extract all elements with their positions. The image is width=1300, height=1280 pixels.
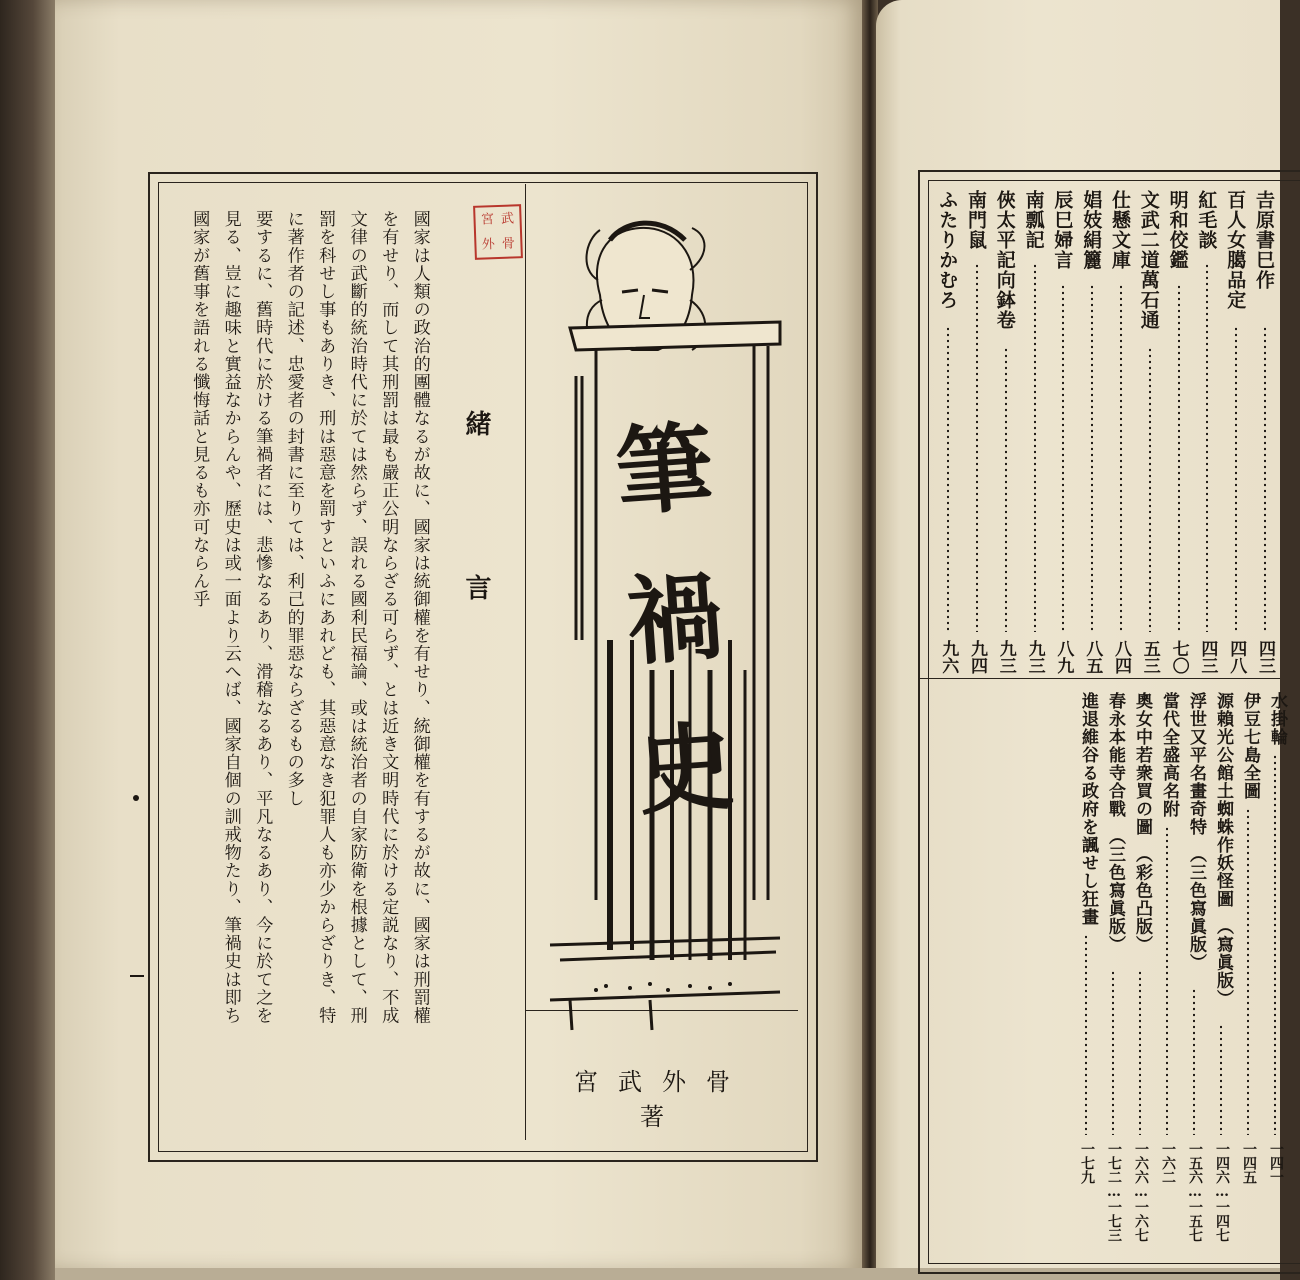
- plate-leader-dots: [1193, 988, 1195, 1135]
- plate-item: 伊豆七島全圖: [1240, 692, 1260, 800]
- toc-leader-dots: [1034, 263, 1036, 632]
- author-credit: 宮武外骨著: [574, 1068, 750, 1131]
- toc-item: 仕懸文庫: [1109, 190, 1131, 270]
- preface-heading: 緒 言: [461, 410, 491, 656]
- preface-column: 罰を科せし事もありき、刑は惡意を罰すといふにあれども、其惡意なき犯罪人も亦少からざりき、特: [315, 210, 336, 1025]
- toc-leader-dots: [1206, 263, 1208, 632]
- plate-item: 浮世又平名畫奇特 （三色寫眞版）: [1186, 692, 1206, 972]
- toc-leader-dots: [1178, 284, 1180, 632]
- frame-divider: [525, 184, 526, 1140]
- seal-char: 外: [481, 236, 496, 253]
- toc-page-number: 八九: [1053, 640, 1074, 674]
- seal-char: 骨: [501, 235, 516, 252]
- plate-item: 奧女中若衆買の圖 （彩色凸版）: [1132, 692, 1152, 954]
- plate-page-number: 一六二: [1160, 1142, 1176, 1184]
- plate-page-number: 一七九: [1079, 1142, 1095, 1184]
- plate-page-number: 一四一: [1268, 1142, 1284, 1184]
- book-edge: [0, 0, 55, 1280]
- preface-column: 見る、豈に趣味と實益なからんや、歷史は或一面より云へば、國家自個の訓戒物たり、筆禍史は即ち: [220, 210, 241, 1025]
- author-seal: [473, 204, 523, 260]
- toc-page-number: 四八: [1226, 640, 1247, 674]
- toc-item: ふたりかむろ: [936, 190, 959, 310]
- preface-column: 國家は人類の政治的團體なるが故に、國家は統御權を有せり、統御權を有するが故に、國家は刑罰權: [409, 210, 430, 1025]
- toc-item: 百人女臈品定: [1224, 190, 1247, 310]
- preface-column: 要するに、舊時代に於ける筆禍者には、悲慘なるあり、滑稽なるあり、平凡なるあり、今に於て之を: [252, 210, 273, 1025]
- toc-page-number: 九四: [967, 640, 987, 674]
- title-char: 筆: [612, 410, 717, 530]
- plate-leader-dots: [1274, 754, 1276, 1135]
- plate-item: 進退維谷る政府を諷せし狂畫: [1078, 692, 1098, 926]
- toc-leader-dots: [947, 326, 949, 632]
- toc-leader-dots: [1235, 326, 1237, 632]
- toc-item: 南門鼠: [965, 190, 987, 250]
- toc-leader-dots: [1120, 284, 1122, 632]
- toc-item: 辰巳婦言: [1051, 190, 1074, 270]
- toc-item: 明和佼鑑: [1166, 190, 1189, 270]
- contents-divider: [918, 678, 1280, 679]
- preface-column: に著作者の記述、忠愛者の封書に至りては、利己的罪惡ならざるもの多し: [283, 210, 304, 808]
- toc-page-number: 九六: [938, 640, 959, 674]
- plate-page-number: 一五六…一五七: [1187, 1142, 1203, 1242]
- plate-leader-dots: [1112, 970, 1114, 1135]
- plate-page-number: 一四五: [1241, 1142, 1257, 1184]
- plate-item: 當代全盛高名附: [1159, 692, 1179, 818]
- plate-item: 水掛輪: [1267, 692, 1287, 746]
- margin-dash: [130, 975, 144, 977]
- toc-page-number: 五三: [1139, 640, 1160, 674]
- preface-column: を有せり、而して其刑罰は最も嚴正公明ならざる可らず、とは近き文明時代に於ける定説なり、不成: [378, 210, 399, 1025]
- toc-leader-dots: [976, 263, 978, 632]
- toc-leader-dots: [1149, 347, 1151, 632]
- preface-column: 國家が舊事を語れる懺悔話と見るも亦可ならん乎: [189, 210, 210, 609]
- seal-char: 武: [500, 210, 515, 227]
- plate-leader-dots: [1139, 970, 1141, 1135]
- title-char: 禍: [623, 559, 727, 680]
- toc-item: 娼妓絹籭: [1080, 190, 1103, 270]
- toc-leader-dots: [1091, 284, 1093, 632]
- toc-page-number: 八四: [1111, 640, 1131, 674]
- seal-char: 宮: [480, 211, 495, 228]
- toc-page-number: 九三: [1024, 640, 1045, 674]
- toc-page-number: 七〇: [1168, 640, 1189, 674]
- toc-item: 𠮷原書巳作: [1253, 190, 1275, 290]
- plate-leader-dots: [1085, 934, 1087, 1135]
- plate-leader-dots: [1166, 826, 1168, 1135]
- margin-dot: [133, 795, 139, 801]
- toc-leader-dots: [1062, 284, 1064, 632]
- plate-page-number: 一四六…一四七: [1214, 1142, 1230, 1242]
- plate-page-number: 一七二…一七三: [1106, 1142, 1122, 1242]
- plate-item: 春永本能寺合戰 （三色寫眞版）: [1105, 692, 1125, 954]
- toc-page-number: 四三: [1255, 640, 1275, 674]
- toc-leader-dots: [1005, 347, 1007, 632]
- toc-page-number: 八五: [1082, 640, 1103, 674]
- plate-item: 源賴光公館土蜘蛛作妖怪圖 （寫眞版）: [1213, 692, 1233, 1008]
- toc-leader-dots: [1264, 326, 1266, 632]
- toc-item: 南瓢記: [1022, 190, 1045, 250]
- plate-page-number: 一六六…一六七: [1133, 1142, 1149, 1242]
- plate-leader-dots: [1220, 1024, 1222, 1135]
- toc-page-number: 四三: [1197, 640, 1218, 674]
- toc-item: 俠太平記向鉢卷: [993, 190, 1016, 330]
- floor-dots: [594, 982, 732, 992]
- toc-item: 文武二道萬石通: [1137, 190, 1160, 330]
- title-char: 史: [633, 709, 738, 829]
- preface-body: [172, 210, 442, 1040]
- plate-leader-dots: [1247, 808, 1249, 1135]
- toc-item: 紅毛談: [1195, 190, 1218, 250]
- toc-page-number: 九三: [995, 640, 1016, 674]
- preface-column: 文律の武斷的統治時代に於ては然らず、誤れる國利民福論、或は統治者の自家防衛を根據として、刑: [346, 210, 367, 1025]
